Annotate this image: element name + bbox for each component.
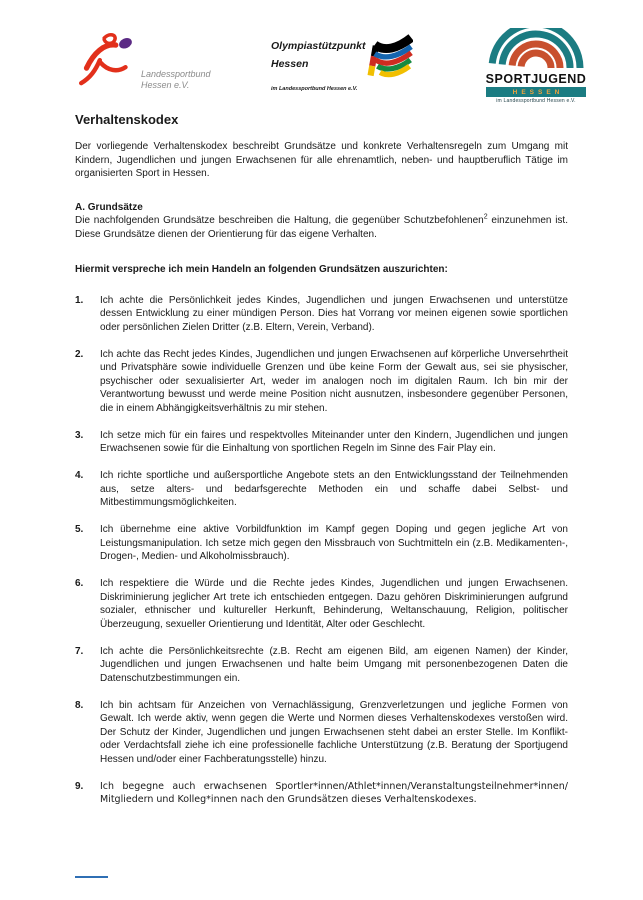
- list-item-2: [75, 348, 568, 416]
- document-content: [75, 112, 568, 807]
- list-item-8: [75, 699, 568, 767]
- sj-logo-title: SPORTJUGEND: [485, 72, 587, 86]
- sj-logo-caption: im Landessportbund Hessen e.V.: [496, 97, 576, 104]
- item-text: Ich bin achtsam für Anzeichen von Vernachlässigung, Grenzverletzungen und jegliche Formen von Gewalt. Ich werde aktiv, wenn gegen die Werte und Normen dieses Verhaltenskodexes verstoßen wird. Der Schutz der Kinder, Jugendlichen und jungen Erwachsenen steht dabei an erster Stelle. Im Konflikt- oder Verdachtsfall ziehe ich eine professionelle fachliche Unterstützung (z.B. Beratung der Sportjugend Hessen und/oder einer Fachberatungsstelle) hinzu.: [100, 699, 568, 765]
- osp-logo-title: Olympiastützpunkt Hessen: [271, 40, 366, 70]
- logo-sportjugend: [480, 28, 592, 104]
- item-number: 9.: [75, 780, 84, 792]
- sj-logo-region-box: HESSEN: [486, 87, 586, 97]
- principles-list: [75, 294, 568, 807]
- item-text: Ich achte die Persönlichkeit jedes Kindes, Jugendlichen und jungen Erwachsenen und unterstütze dessen Entwicklung zu einer mündigen Person. Dies hat Vorrang vor meinen eigenen sowie sportlichen oder persönlichen Zielen Dritter (z.B. Eltern, Verein, Verband).: [100, 294, 568, 333]
- list-item-1: [75, 294, 568, 335]
- logo-landessportbund: [75, 28, 211, 99]
- osp-logo-text: [271, 36, 366, 93]
- lsb-figure-icon: [75, 28, 137, 99]
- osp-flag-icon: [365, 32, 413, 93]
- header: [75, 28, 587, 104]
- logo-olympiastuetzpunkt: [271, 36, 413, 93]
- list-item-5: [75, 523, 568, 564]
- section-a-paragraph: Die nachfolgenden Grundsätze beschreiben die Haltung, die gegenüber Schutzbefohlenen$^2$ einzunehmen ist. Diese Grundsätze dienen der Orientierung für das eigene Verhalten.: [75, 213, 568, 240]
- item-text: Ich begegne auch erwachsenen Sportler*innen/Athlet*innen/Veranstaltungsteilnehmer*innen/ Mitgliedern und Kolleg*innen nach den Grundsätzen dieses Verhaltenskodexes.: [100, 780, 568, 805]
- osp-logo-caption: im Landessportbund Hessen e.V.: [271, 86, 358, 92]
- footnote-reference: 2: [483, 213, 488, 221]
- item-text: Ich setze mich für ein faires und respektvolles Miteinander unter den Kindern, Jugendlichen und jungen Erwachsenen sowie für die Einhaltung von sportlichen Regeln im Sinne des Fair Play ein.: [100, 429, 568, 454]
- item-number: 7.: [75, 645, 84, 657]
- lsb-logo-line2: Hessen e.V.: [141, 80, 190, 90]
- item-number: 2.: [75, 348, 84, 360]
- promise-heading: Hiermit verspreche ich mein Handeln an folgenden Grundsätzen auszurichten:: [75, 264, 448, 275]
- footnote-separator: [75, 876, 108, 878]
- item-number: 8.: [75, 699, 84, 711]
- intro-paragraph: Der vorliegende Verhaltenskodex beschreibt Grundsätze und konkrete Verhaltensregeln zum Umgang mit Kindern, Jugendlichen und jungen Erwachsenen für alle ehrenamtlich, neben- und hauptberuflich Tätige im organisierten Sport in Hessen.: [75, 141, 568, 179]
- sj-arcs-icon: [484, 55, 588, 72]
- item-number: 4.: [75, 470, 84, 481]
- item-number: 6.: [75, 578, 84, 589]
- section-a: [75, 201, 568, 242]
- list-item-9: [75, 780, 568, 807]
- item-number: 3.: [75, 429, 84, 441]
- list-item-7: [75, 645, 568, 686]
- lsb-logo-text: [141, 69, 211, 91]
- section-a-heading: A. Grundsätze: [75, 201, 143, 213]
- item-number: 5.: [75, 524, 84, 535]
- item-text: Ich achte die Persönlichkeitsrechte (z.B. Recht am eigenen Bild, am eigenen Namen) der Kinder, Jugendlichen und jungen Erwachsenen und halte beim Umgang mit personenbezogenen Daten die Datenschutzbestimmungen ein.: [100, 645, 568, 684]
- item-text: Ich respektiere die Würde und die Rechte jedes Kindes, Jugendlichen und jungen Erwachsenen. Diskriminierung jeglicher Art trete ich entschieden entgegen. Dazu gehören Diskriminierungen aufgrund sozialer, ethnischer und kultureller Herkunft, Behinderung, Weltanschauung, Religion, politischer Überzeugung, sexueller Orientierung und Identität, Alter oder Geschlecht.: [100, 578, 568, 630]
- lsb-logo-line1: Landessportbund: [141, 69, 211, 79]
- item-number: 1.: [75, 294, 84, 306]
- page-title: Verhaltenskodex: [75, 112, 179, 127]
- item-text: Ich richte sportliche und außersportliche Angebote stets an den Entwicklungsstand der Teilnehmenden aus, setze alters- und bedarfsgerechte Methoden ein und schaffe dabei Selbst- und Mitbestimmungsmöglichkeiten.: [100, 470, 568, 508]
- item-text: Ich achte das Recht jedes Kindes, Jugendlichen und jungen Erwachsenen auf körperliche Unversehrtheit und Privatsphäre sowie individuelle Grenzen und übe keine Form der Gewalt aus, sei sie physischer, psychischer oder sexualisierter Art, weder im analogen noch im digitalen Raum. Ich bin mir der Verantwortung bewusst und werde meine Position nicht ausnutzen, insbesondere gegenüber Personen, die in einem Abhängigkeitsverhältnis zu mir stehen.: [100, 348, 568, 414]
- list-item-6: [75, 577, 568, 631]
- list-item-4: [75, 469, 568, 510]
- list-item-3: [75, 429, 568, 456]
- item-text: Ich übernehme eine aktive Vorbildfunktion im Kampf gegen Doping und gegen jegliche Art von Leistungsmanipulation. Ich setze mich gegen den Missbrauch von Suchtmitteln ein (z.B. Medikamenten-, Drogen-, Medien- und Alkoholmissbrauch).: [100, 524, 568, 562]
